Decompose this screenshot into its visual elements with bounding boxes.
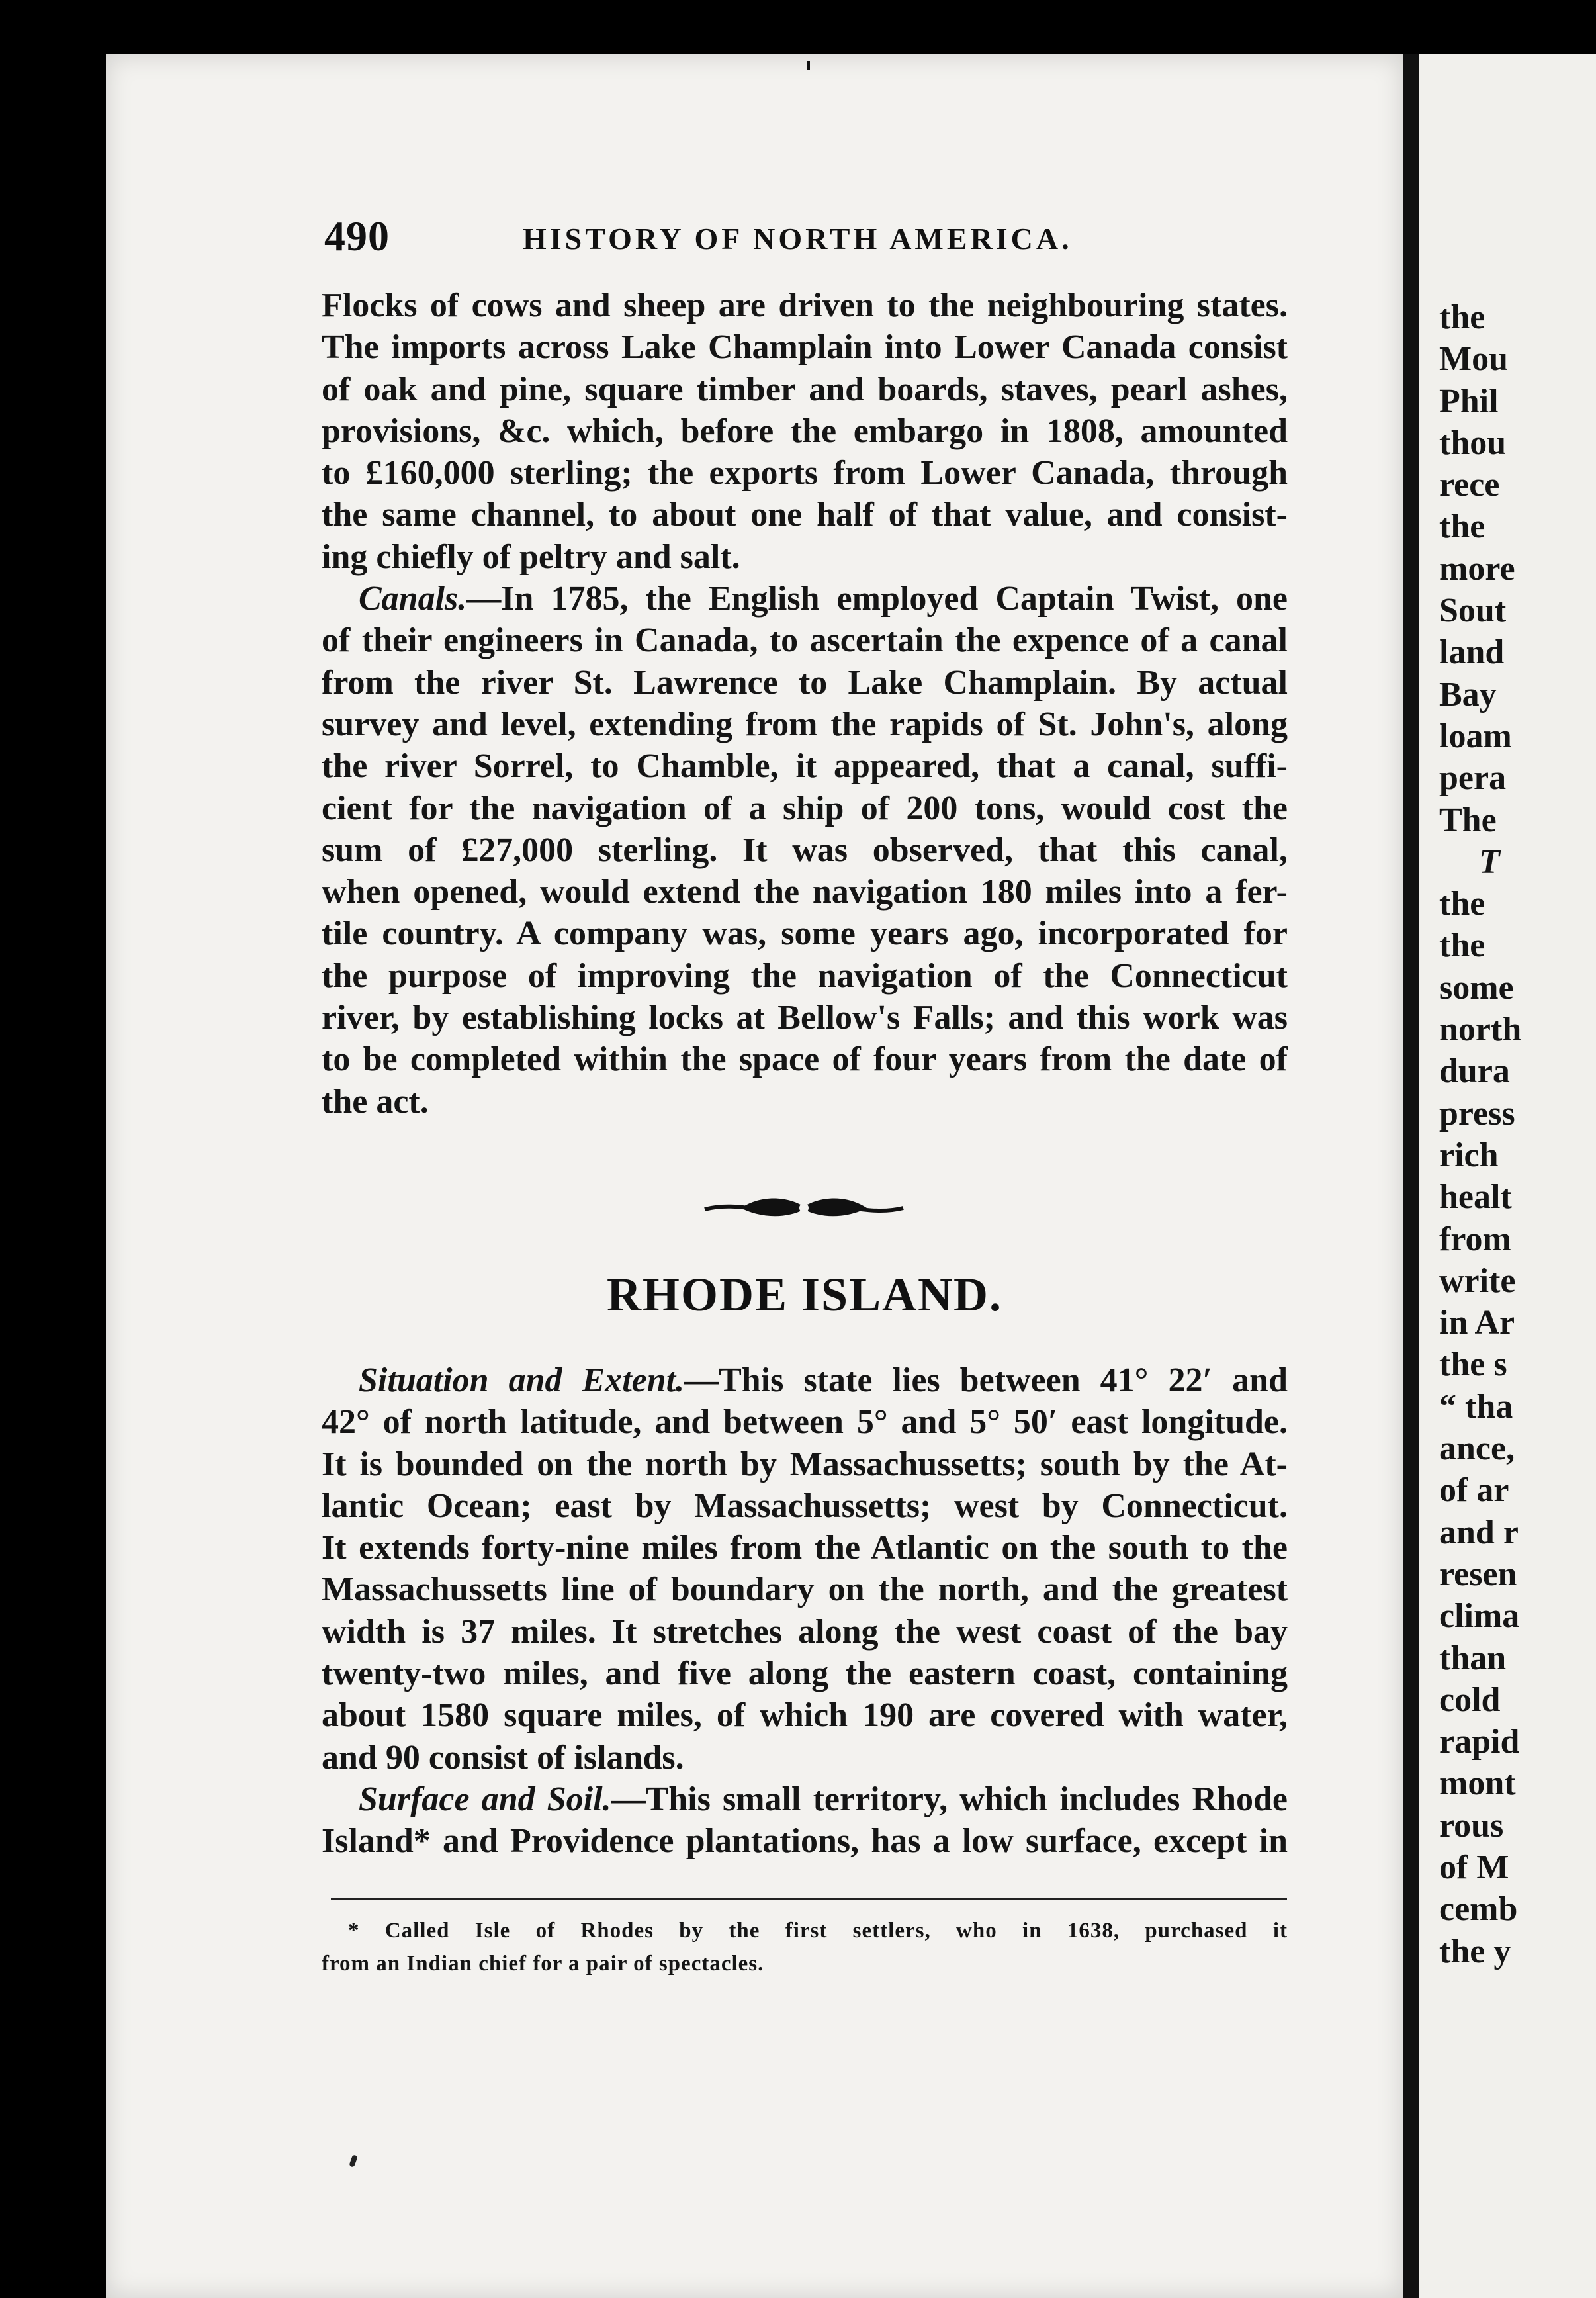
facing-page-fragment: the	[1439, 299, 1485, 336]
facing-page-fragment: the	[1439, 927, 1485, 965]
text-line: 42° of north latitude, and between 5° and 5° 50′ east longitude.	[322, 1403, 1288, 1442]
facing-page-fragment: in Ar	[1439, 1304, 1515, 1342]
facing-page-fragment: clima	[1439, 1597, 1520, 1635]
facing-page-fragment: Sout	[1439, 592, 1507, 630]
footnote	[322, 1914, 1288, 1980]
text-line: the purpose of improving the navigation of the Connecticut	[322, 956, 1288, 995]
facing-page-fragment: pera	[1439, 759, 1507, 798]
facing-page-fragment: resen	[1439, 1555, 1517, 1593]
facing-page-fragment: some	[1439, 968, 1514, 1007]
text-line: Massachussetts line of boundary on the north, and the greatest	[322, 1571, 1288, 1609]
text-line: river, by establishing locks at Bellow's Falls; and this work was	[322, 999, 1288, 1037]
text-line: to £160,000 sterling; the exports from Lower Canada, through	[322, 454, 1288, 492]
facing-page-fragment: thou	[1439, 424, 1507, 462]
facing-page-fragment: than	[1439, 1639, 1507, 1677]
text-line: The imports across Lake Champlain into Lower Canada consist	[322, 328, 1288, 367]
facing-page-fragment: rapid	[1439, 1723, 1520, 1761]
text-run: —This small territory, which includes Rhode	[611, 1780, 1288, 1818]
facing-page-fragment: press	[1439, 1094, 1515, 1132]
canals-heading: Canals.	[359, 580, 467, 618]
page-header	[324, 212, 1290, 265]
facing-page-text	[1439, 297, 1596, 1972]
facing-page-fragment: cemb	[1439, 1890, 1518, 1929]
facing-page-fragment: the y	[1439, 1932, 1511, 1970]
facing-page-fragment: north	[1439, 1011, 1522, 1049]
text-line: of oak and pine, square timber and boards, staves, pearl ashes,	[322, 370, 1288, 408]
text-line: twenty-two miles, and five along the eastern coast, containing	[322, 1655, 1288, 1693]
facing-page-fragment: Phil	[1439, 382, 1499, 420]
facing-page-fragment: “ tha	[1439, 1387, 1513, 1426]
canals-first-line	[322, 578, 1288, 620]
text-line: width is 37 miles. It stretches along the west coast of the bay	[322, 1612, 1288, 1651]
book-gutter	[1403, 54, 1419, 2298]
text-line: sum of £27,000 sterling. It was observed, that this canal,	[322, 831, 1288, 869]
facing-page-fragment: rece	[1439, 466, 1500, 504]
text-line: to be completed within the space of four years from the date of	[322, 1040, 1288, 1079]
text-line: when opened, would extend the navigation 180 miles into a fer-	[322, 873, 1288, 911]
footnote-rule	[331, 1898, 1287, 1900]
text-line: Flocks of cows and sheep are driven to the neighbouring states.	[322, 287, 1288, 324]
facing-page-fragment: Mou	[1439, 340, 1508, 379]
facing-page-fragment: healt	[1439, 1178, 1512, 1217]
situation-heading: Situation and Extent.	[359, 1361, 685, 1399]
facing-page-fragment: The	[1439, 801, 1497, 839]
facing-page-fragment: mont	[1439, 1765, 1516, 1803]
section-title: RHODE ISLAND.	[606, 1268, 1003, 1321]
text-line: survey and level, extending from the rapids of St. John's, along	[322, 705, 1288, 743]
text-run: —This state lies between 41° 22′ and	[684, 1361, 1288, 1399]
main-text	[322, 285, 1288, 1123]
footnote-line: * Called Isle of Rhodes by the first settlers, who in 1638, purchased it	[348, 1919, 1288, 1943]
text-line: cient for the navigation of a ship of 200 tons, would cost the	[322, 789, 1288, 827]
facing-page-fragment: rous	[1439, 1806, 1504, 1845]
text-line: It extends forty-nine miles from the Atlantic on the south to the	[322, 1529, 1288, 1567]
footnote-line: from an Indian chief for a pair of spectacles.	[322, 1952, 764, 1976]
facing-page-fragment: Bay	[1439, 675, 1497, 713]
text-line: the river Sorrel, to Chamble, it appeared, that a canal, suffi-	[322, 747, 1288, 786]
text-line: It is bounded on the north by Massachussetts; south by the At-	[322, 1445, 1288, 1483]
facing-page-fragment: dura	[1439, 1052, 1510, 1091]
running-head: HISTORY OF NORTH AMERICA.	[523, 222, 1073, 255]
surface-first-line	[322, 1778, 1288, 1820]
facing-page-fragment: from	[1439, 1220, 1511, 1258]
facing-page-fragment: loam	[1439, 717, 1512, 755]
page-number: 490	[324, 212, 390, 259]
facing-page-fragment: ance,	[1439, 1430, 1515, 1468]
facing-page-fragment: more	[1439, 549, 1515, 588]
text-line: provisions, &c. which, before the embargo in 1808, amounted	[322, 412, 1288, 450]
facing-page-fragment: write	[1439, 1262, 1516, 1300]
text-run: —In 1785, the English employed Captain Twist, one	[466, 580, 1288, 618]
facing-page-fragment: the	[1439, 885, 1485, 923]
ornament-divider	[701, 1188, 907, 1228]
facing-page-fragment: the	[1439, 508, 1485, 546]
text-line: the act.	[322, 1082, 429, 1121]
text-line: the same channel, to about one half of that value, and consist-	[322, 496, 1288, 534]
text-line: tile country. A company was, some years ago, incorporated for	[322, 915, 1288, 953]
text-line: and 90 consist of islands.	[322, 1738, 684, 1776]
situation-first-line	[322, 1359, 1288, 1401]
text-line: lantic Ocean; east by Massachussetts; west by Connecticut.	[322, 1487, 1288, 1525]
facing-page-fragment: land	[1439, 633, 1505, 672]
text-line: of their engineers in Canada, to ascertain the expence of a canal	[322, 621, 1288, 660]
facing-page-fragment: and r	[1439, 1513, 1519, 1551]
facing-page-fragment: the s	[1439, 1346, 1507, 1384]
facing-page-fragment: of M	[1439, 1848, 1509, 1886]
facing-page-fragment: of ar	[1439, 1471, 1509, 1510]
facing-page-fragment: rich	[1439, 1136, 1499, 1174]
facing-page-fragment: cold	[1439, 1680, 1501, 1719]
rhode-island-text	[322, 1359, 1288, 1862]
text-line: ing chiefly of peltry and salt.	[322, 537, 740, 576]
print-mark	[807, 61, 810, 70]
text-line: from the river St. Lawrence to Lake Champlain. By actual	[322, 663, 1288, 702]
surface-heading: Surface and Soil.	[359, 1780, 611, 1818]
text-line: Island* and Providence plantations, has a low surface, except in	[322, 1822, 1288, 1861]
text-line: about 1580 square miles, of which 190 are covered with water,	[322, 1696, 1288, 1735]
facing-page-fragment: T	[1479, 843, 1500, 881]
